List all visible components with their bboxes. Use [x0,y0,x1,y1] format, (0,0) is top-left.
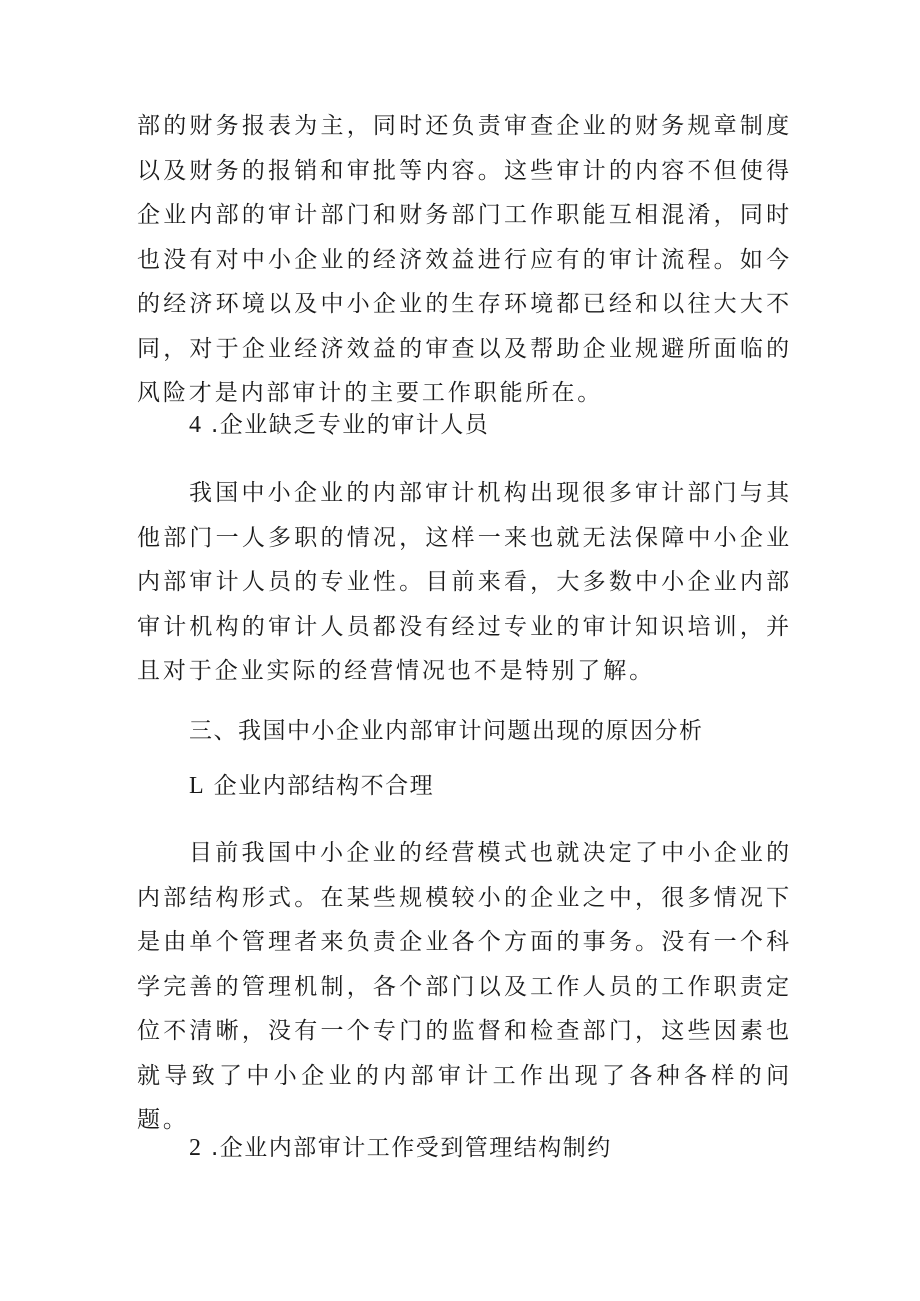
subheading-number: 4 [189,412,201,438]
paragraph-internal-structure: 目前我国中小企业的经营模式也就决定了中小企业的内部结构形式。在某些规模较小的企业之中，很多情况下是由单个管理者来负责企业各个方面的事务。没有一个科学完善的管理机制，各个部门以及工作人员的工作职责定位不清晰，没有一个专门的监督和检查部门，这些因素也就导致了中小企业的内部审计工作出现了各种各样的问题。 [137,840,792,1133]
subheading-1 [189,764,434,809]
subheading-text: .企业缺乏专业的审计人员 [211,412,490,438]
subheading-text: .企业内部审计工作受到管理结构制约 [211,1135,612,1161]
paragraph-continued: 部的财务报表为主，同时还负责审查企业的财务规章制度以及财务的报销和审批等内容。这些审计的内容不但使得企业内部的审计部门和财务部门工作职能互相混淆，同时也没有对中小企业的经济效益进行应有的审计流程。如今的经济环境以及中小企业的生存环境都已经和以往大大不同，对于企业经济效益的审查以及帮助企业规避所面临的风险才是内部审计的主要工作职能所在。 [137,113,792,406]
subheading-number: 2 [189,1135,201,1161]
paragraph-audit-staff: 我国中小企业的内部审计机构出现很多审计部门与其他部门一人多职的情况，这样一来也就无法保障中小企业内部审计人员的专业性。目前来看，大多数中小企业内部审计机构的审计人员都没有经过专业的审计知识培训，并且对于企业实际的经营情况也不是特别了解。 [137,480,792,684]
subheading-2 [189,1126,612,1171]
subheading-4 [189,403,489,448]
section-heading-3: 三、我国中小企业内部审计问题出现的原因分析 [189,718,704,744]
subheading-number: L [189,773,204,799]
subheading-text: 企业内部结构不合理 [213,773,435,799]
